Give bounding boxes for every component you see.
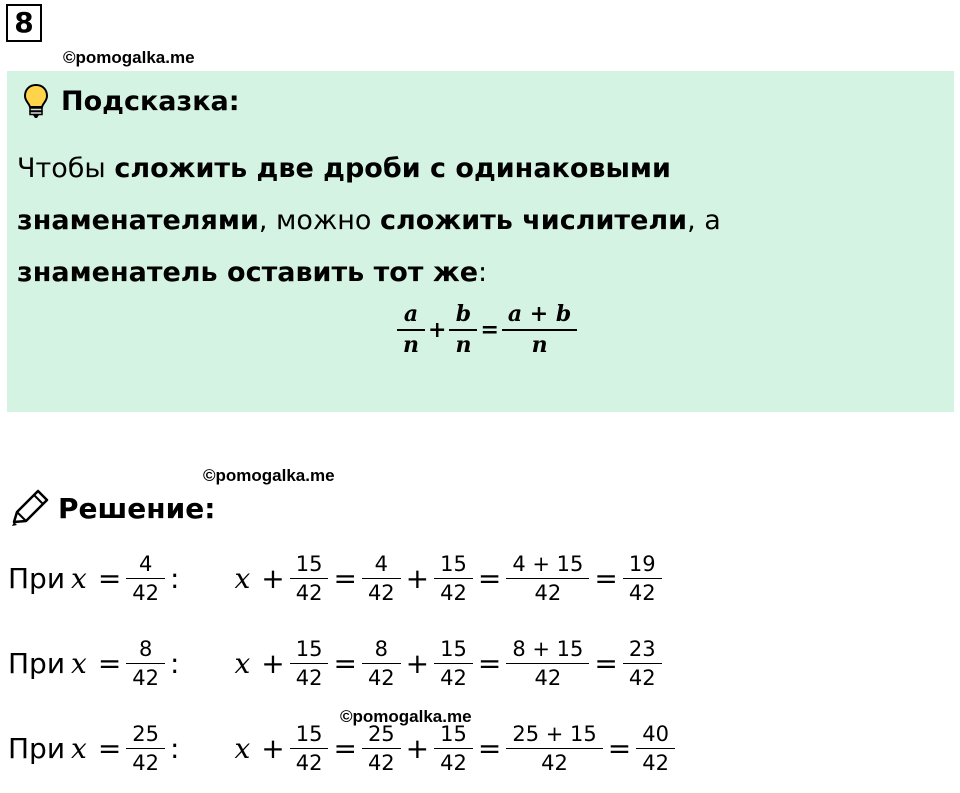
- hint-text: [17, 143, 917, 299]
- equals-sign: =: [477, 732, 502, 766]
- fraction: [129, 553, 162, 604]
- fraction: [452, 303, 474, 357]
- solution-row: [8, 723, 675, 774]
- denominator: n: [502, 329, 577, 357]
- variable-x: 𝑥: [234, 562, 251, 596]
- numerator: 25: [367, 722, 395, 746]
- numerator: 23: [628, 637, 656, 661]
- row-prefix: При: [8, 562, 66, 596]
- variable-x: 𝑥: [71, 732, 87, 766]
- fraction: [365, 723, 398, 774]
- lightbulb-icon: [23, 83, 49, 119]
- equals-sign: =: [97, 562, 122, 596]
- equals-sign: =: [97, 732, 122, 766]
- denominator: 42: [362, 748, 401, 774]
- numerator: 25 + 15: [512, 722, 597, 746]
- denominator: 42: [126, 748, 165, 774]
- plus-sign: +: [428, 317, 447, 344]
- plus-sign: +: [405, 647, 430, 681]
- equals-sign: =: [333, 732, 357, 766]
- fraction: [365, 553, 398, 604]
- fraction: [509, 553, 586, 604]
- fraction: [293, 553, 326, 604]
- fraction: [365, 638, 398, 689]
- fraction: [509, 638, 586, 689]
- colon: :: [170, 732, 180, 766]
- denominator: 42: [434, 663, 473, 689]
- denominator: 42: [506, 578, 589, 604]
- watermark: ©pomogalka.me: [203, 466, 335, 485]
- numerator: 8 + 15: [512, 637, 584, 661]
- plus-sign: +: [261, 647, 285, 681]
- equals-sign: =: [607, 732, 632, 766]
- hint-text-part: , можно: [258, 205, 381, 236]
- numerator: 15: [295, 637, 323, 661]
- variable-x: 𝑥: [71, 647, 87, 681]
- numerator: 15: [295, 722, 323, 746]
- denominator: 42: [434, 578, 473, 604]
- denominator: 42: [126, 578, 165, 604]
- hint-text-part: сложить две дроби с одинаковыми знаменателями: [17, 153, 671, 236]
- hint-title-text: Подсказка:: [61, 85, 240, 117]
- fraction: [400, 303, 422, 357]
- numerator: 15: [440, 722, 467, 746]
- fraction: [626, 553, 659, 604]
- equals-sign: =: [333, 562, 357, 596]
- watermark: ©pomogalka.me: [340, 707, 472, 726]
- hint-text-part: , а: [687, 205, 721, 236]
- denominator: 42: [506, 748, 602, 774]
- hint-title: [23, 83, 240, 119]
- equals-sign: =: [477, 562, 502, 596]
- numerator: 40: [642, 722, 669, 746]
- fraction: [626, 638, 659, 689]
- variable-x: 𝑥: [234, 732, 251, 766]
- hint-box: [7, 71, 954, 412]
- denominator: n: [397, 329, 425, 357]
- hint-text-part: знаменатель оставить тот же: [17, 257, 479, 288]
- row-prefix: При: [8, 732, 66, 766]
- plus-sign: +: [261, 562, 285, 596]
- hint-text-part: :: [478, 257, 488, 288]
- numerator: 4: [138, 552, 153, 576]
- denominator: 42: [362, 578, 401, 604]
- fraction: [129, 723, 162, 774]
- variable-x: 𝑥: [234, 647, 251, 681]
- numerator: 15: [295, 552, 323, 576]
- equals-sign: =: [333, 647, 357, 681]
- numerator: a + b: [507, 301, 572, 327]
- solution-title: [8, 488, 215, 528]
- denominator: 42: [362, 663, 401, 689]
- denominator: 42: [290, 663, 329, 689]
- equals-sign: =: [477, 647, 502, 681]
- fraction: [129, 638, 162, 689]
- denominator: 42: [290, 748, 329, 774]
- denominator: 42: [126, 663, 165, 689]
- fraction: [293, 638, 326, 689]
- denominator: 42: [290, 578, 329, 604]
- hint-formula: [397, 303, 577, 357]
- task-number: 8: [6, 4, 42, 42]
- fraction: [509, 723, 599, 774]
- equals-sign: =: [480, 317, 499, 344]
- variable-x: 𝑥: [71, 562, 87, 596]
- equals-sign: =: [594, 647, 618, 681]
- equals-sign: =: [594, 562, 618, 596]
- denominator: 42: [623, 663, 662, 689]
- fraction: [437, 638, 470, 689]
- plus-sign: +: [261, 732, 285, 766]
- plus-sign: +: [405, 732, 430, 766]
- numerator: a: [403, 301, 419, 327]
- colon: :: [170, 562, 180, 596]
- numerator: 4: [374, 552, 388, 576]
- fraction: [505, 303, 574, 357]
- denominator: 42: [506, 663, 589, 689]
- numerator: 19: [628, 552, 656, 576]
- colon: :: [170, 647, 180, 681]
- hint-text-part: сложить числители: [380, 205, 688, 236]
- watermark: ©pomogalka.me: [63, 48, 195, 67]
- denominator: 42: [636, 748, 675, 774]
- numerator: 15: [440, 552, 467, 576]
- numerator: 8: [374, 637, 388, 661]
- denominator: 42: [623, 578, 662, 604]
- denominator: n: [449, 329, 477, 357]
- equals-sign: =: [97, 647, 122, 681]
- numerator: b: [455, 301, 472, 327]
- pencil-icon: [8, 488, 50, 528]
- fraction: [293, 723, 326, 774]
- solution-row: [8, 553, 662, 604]
- plus-sign: +: [405, 562, 430, 596]
- numerator: 4 + 15: [512, 552, 584, 576]
- solution-row: [8, 638, 662, 689]
- denominator: 42: [434, 748, 473, 774]
- fraction: [639, 723, 672, 774]
- row-prefix: При: [8, 647, 66, 681]
- numerator: 25: [132, 722, 160, 746]
- fraction: [437, 723, 470, 774]
- numerator: 8: [138, 637, 153, 661]
- hint-text-part: Чтобы: [17, 153, 115, 184]
- fraction: [437, 553, 470, 604]
- numerator: 15: [440, 637, 467, 661]
- solution-title-text: Решение:: [58, 491, 216, 525]
